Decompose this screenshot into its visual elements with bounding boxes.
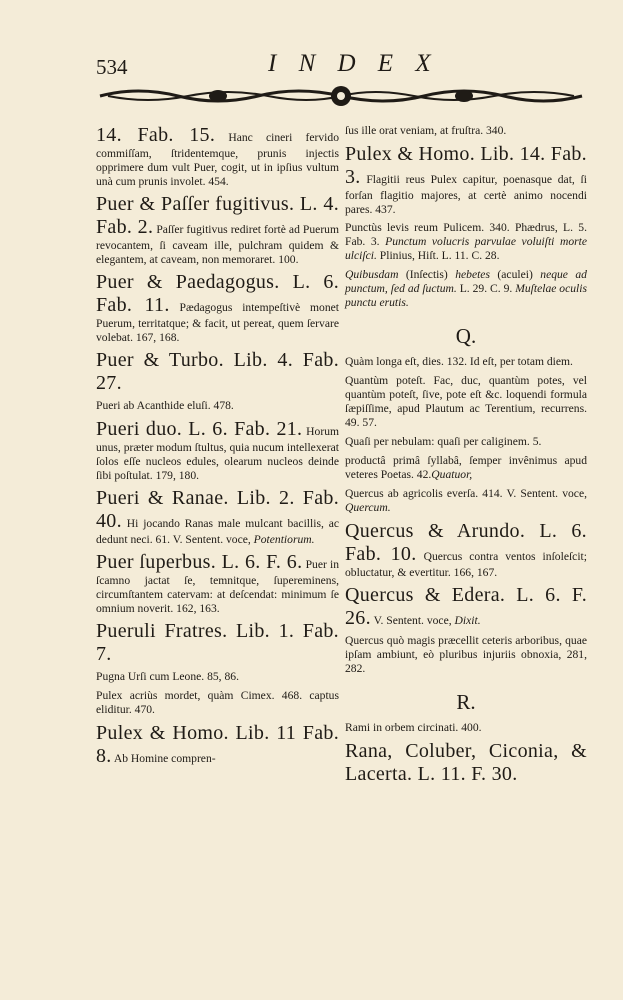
index-entry	[345, 487, 587, 515]
entry-heading: Pueri & Ranae. Lib. 2. Fab. 40.	[96, 487, 339, 532]
entry-heading: Pulex & Homo. Lib. 11 Fab. 8.	[96, 722, 339, 767]
index-entry	[345, 454, 587, 482]
index-entry	[345, 374, 587, 430]
entry-heading: 14. Fab. 15.	[96, 124, 216, 146]
entry-text: V. Sentent. voce,	[370, 614, 455, 627]
entry-text: Hanc cineri fervido commiſſam, ſtridentemque, prunis injectis opprimere dum vult Puer, cogit, ut in ipſius vultum unà cum prunis involet. 454.	[96, 131, 339, 188]
entry-text: Quantùm poteſt. Fac, duc, quantùm potes, vel quantùm poteſt, ſive, pote eſt &c. loquendi formula ſæpiſſime, apud Plautum ac Terentium, recurrens. 49. 57.	[345, 374, 587, 429]
entry-heading: Pueruli Fratres. Lib. 1. Fab. 7.	[96, 620, 339, 665]
entry-text: Puer in ſcamno jactat ſe, temnitque, ſupereminens, circumſtantem catervam: at deſcendat: minimum ſe omnium noverit. 162, 163.	[96, 558, 339, 615]
index-entry	[345, 124, 587, 138]
index-entry	[96, 551, 339, 616]
entry-text: (aculei)	[489, 268, 541, 281]
entry-heading: Pueri duo. L. 6. Fab. 21.	[96, 418, 303, 440]
index-entry	[345, 634, 587, 676]
entry-text: Quercus quò magis præcellit ceteris arboribus, quae ipſam ambiunt, eò pluribus injuriis obnoxia, 281, 282.	[345, 634, 587, 675]
entry-heading: Quercus & Edera. L. 6. F. 26.	[345, 584, 587, 629]
entry-text: Quaſi per nebulam: quaſi per caliginem. 5.	[345, 435, 542, 448]
entry-italic: Quercum.	[345, 501, 391, 514]
entry-text: Punctùs levis reum Pulicem. 340. Phædrus, L. 5. Fab. 3.	[345, 221, 587, 248]
entry-text: Rami in orbem circinati. 400.	[345, 721, 482, 734]
entry-text: Quercus contra ventos inſoleſcit; obluctatur, & evertitur. 166, 167.	[345, 550, 587, 579]
index-entry	[96, 193, 339, 267]
index-entry	[96, 271, 339, 345]
index-entry	[96, 670, 339, 684]
index-entry	[345, 740, 587, 786]
entry-text: Flagitii reus Pulex capitur, poenasque dat, ſi forſan flagitio majores, at certè animo nocendi pares. 437.	[345, 173, 587, 216]
index-entry	[345, 435, 587, 449]
entry-text: Ab Homine compren-	[111, 752, 216, 765]
index-right-column	[345, 124, 587, 790]
index-entry	[96, 399, 339, 413]
entry-text: productâ primâ ſyllabâ, ſemper invênimus apud veteres Poetas. 42.	[345, 454, 587, 481]
entry-heading: Pulex & Homo. Lib. 14. Fab. 3.	[345, 143, 587, 188]
index-entry	[345, 221, 587, 263]
entry-text: ſus ille orat veniam, at fruſtra. 340.	[345, 124, 507, 137]
entry-italic: Quatuor,	[431, 468, 473, 481]
entry-text: (Inſectis)	[398, 268, 456, 281]
entry-italic: Dixit.	[454, 614, 481, 627]
entry-text: Quàm longa eſt, dies. 132. Id eſt, per totam diem.	[345, 355, 573, 368]
index-entry	[345, 268, 587, 310]
entry-text: Hi jocando Ranas male mulcant bacillis, ac dedunt neci. 61. V. Sentent. voce,	[96, 517, 339, 546]
index-entry	[96, 418, 339, 483]
running-title: I N D E X	[268, 50, 439, 77]
page-number: 534	[96, 55, 128, 79]
index-entry	[96, 124, 339, 189]
decorative-ornament-band	[98, 82, 584, 110]
entry-italic: Quibusdam	[345, 268, 399, 281]
index-entry	[345, 721, 587, 735]
entry-text: L. 29. C. 9.	[456, 282, 516, 295]
index-entry	[345, 355, 587, 369]
index-entry	[96, 689, 339, 717]
index-entry	[345, 584, 587, 630]
entry-italic: Punctum volucris parvulae voluiſti morte ulciſci.	[345, 235, 588, 262]
index-entry	[96, 349, 339, 395]
entry-text: Pueri ab Acanthide eluſi. 478.	[96, 399, 234, 412]
index-entry	[96, 722, 339, 768]
entry-heading: Puer & Paſſer fugitivus. L. 4. Fab. 2.	[96, 193, 339, 238]
index-entry	[345, 520, 587, 580]
index-entry	[345, 143, 587, 217]
entry-text: Quercus ab agricolis everſa. 414. V. Sentent. voce,	[345, 487, 587, 500]
entry-heading: Rana, Coluber, Ciconia, & Lacerta. L. 11. F. 30.	[345, 740, 587, 785]
entry-heading: Puer & Turbo. Lib. 4. Fab. 27.	[96, 349, 339, 394]
entry-italic: Muſtelae oculis punctu erutis.	[345, 282, 588, 309]
entry-heading: Puer & Paedagogus. L. 6. Fab. 11.	[96, 271, 339, 316]
section-letter-q: Q.	[455, 324, 477, 348]
entry-text: Plinius, Hiſt. L. 11. C. 28.	[376, 249, 500, 262]
entry-text: Pulex acriùs mordet, quàm Cimex. 468. captus eliditur. 470.	[96, 689, 339, 716]
entry-italic: Potentiorum.	[253, 533, 315, 546]
index-entry	[96, 620, 339, 666]
entry-text: Pædagogus intempeſtivè monet Puerum, territatque; & facit, ut pereat, quem ſervare volebat. 167, 168.	[96, 301, 339, 344]
section-letter-r: R.	[456, 690, 476, 714]
index-entry	[96, 487, 339, 547]
entry-italic: hebetes	[455, 268, 490, 281]
entry-text: Horum unus, præter modum ſtultus, quia nucum intellexerat ſolos eſſe nucleos edules, olearum nucleos deinde ſibi poſtulat. 179, 180.	[96, 425, 340, 482]
index-left-column	[96, 124, 339, 772]
entry-text: Paſſer fugitivus rediret fortè ad Puerum revocantem, ſi caveam ille, pulchram quidem & elegantem, at caveam, non memoraret. 100.	[96, 223, 339, 266]
entry-italic: neque ad punctum, ſed ad ſuctum.	[345, 268, 587, 295]
entry-heading: Puer ſuperbus. L. 6. F. 6.	[96, 551, 303, 573]
entry-heading: Quercus & Arundo. L. 6. Fab. 10.	[345, 520, 587, 565]
entry-text: Pugna Urſi cum Leone. 85, 86.	[96, 670, 239, 683]
